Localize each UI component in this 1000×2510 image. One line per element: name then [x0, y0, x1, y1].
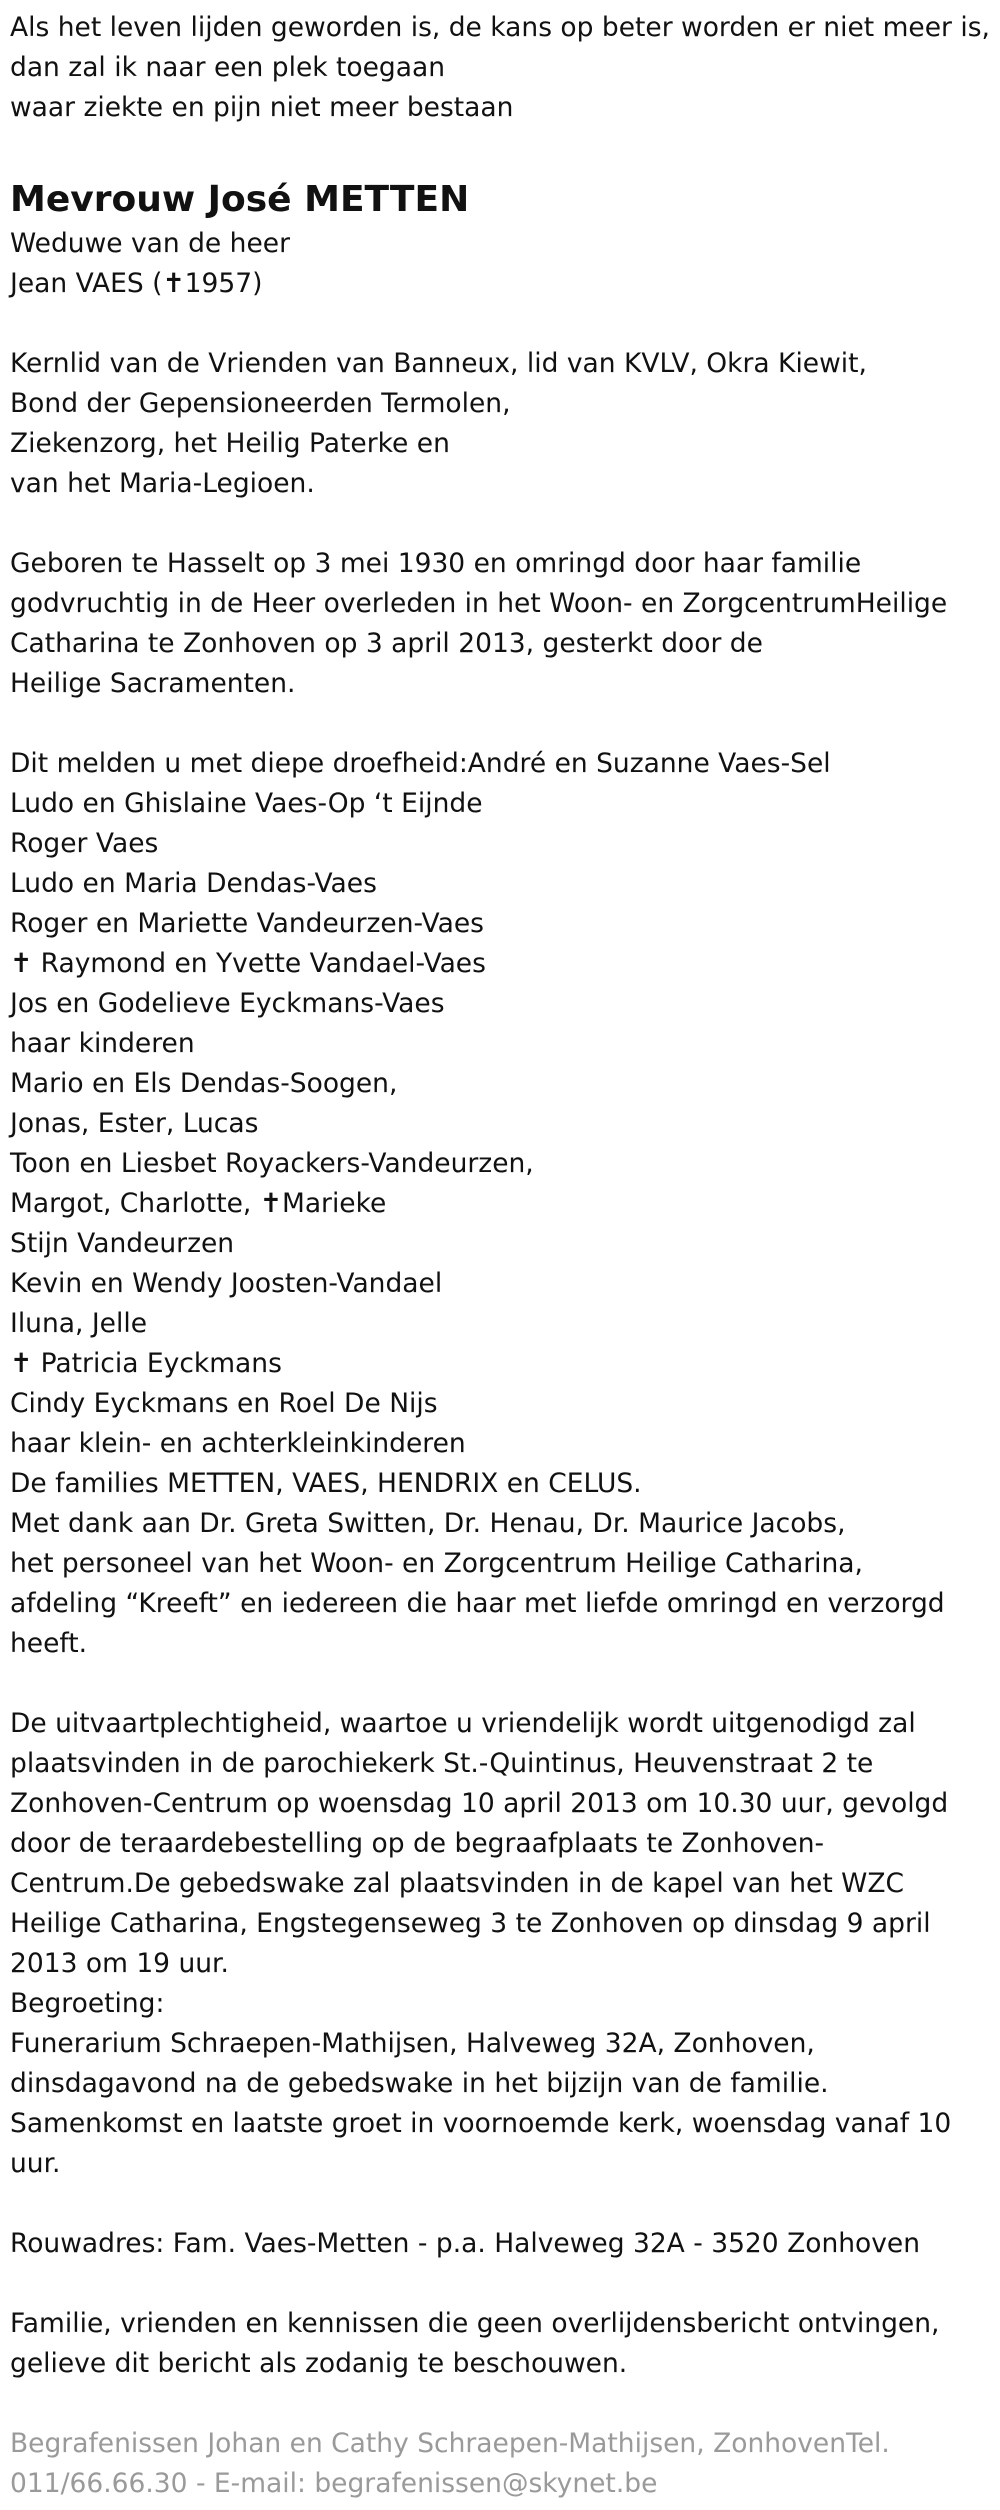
family-line: Ludo en Maria Dendas-Vaes	[10, 868, 377, 899]
family-line: ✝ Raymond en Yvette Vandael-Vaes	[10, 948, 486, 979]
family-line: Dit melden u met diepe droefheid:André en Suzanne Vaes-Sel	[10, 748, 831, 779]
family-line: Met dank aan Dr. Greta Switten, Dr. Henau, Dr. Maurice Jacobs,	[10, 1508, 846, 1539]
family-line: Jos en Godelieve Eyckmans-Vaes	[10, 988, 445, 1019]
family-line: Roger en Mariette Vandeurzen-Vaes	[10, 908, 484, 939]
family-line: Iluna, Jelle	[10, 1308, 148, 1339]
spacer	[10, 1664, 990, 1704]
poem-line: Als het leven lijden geworden is, de kans op beter worden er niet meer is,	[10, 12, 990, 43]
birth-death-line: Geboren te Hasselt op 3 mei 1930 en omringd door haar familie	[10, 548, 862, 579]
poem-line: dan zal ik naar een plek toegaan	[10, 52, 446, 83]
family-list	[10, 744, 990, 1664]
birth-death-line: Catharina te Zonhoven op 3 april 2013, gesterkt door de	[10, 628, 763, 659]
family-line: afdeling “Kreeft” en iedereen die haar met liefde omringd en verzorgd	[10, 1588, 945, 1619]
membership-line: Bond der Gepensioneerden Termolen,	[10, 388, 511, 419]
birth-death-line: Heilige Sacramenten.	[10, 668, 296, 699]
poem-line: waar ziekte en pijn niet meer bestaan	[10, 92, 514, 123]
membership-line: Ziekenzorg, het Heilig Paterke en	[10, 428, 450, 459]
ceremony-line: De uitvaartplechtigheid, waartoe u vriendelijk wordt uitgenodigd zal	[10, 1708, 916, 1739]
family-line: het personeel van het Woon- en Zorgcentrum Heilige Catharina,	[10, 1548, 863, 1579]
spouse-line: Weduwe van de heer	[10, 228, 290, 259]
ceremony-line: Begroeting:	[10, 1988, 165, 2019]
footer-line: 011/66.66.30 - E-mail: begrafenissen@skynet.be	[10, 2468, 658, 2499]
spacer	[10, 2384, 990, 2424]
closing-note	[10, 2304, 990, 2384]
family-line: Mario en Els Dendas-Soogen,	[10, 1068, 398, 1099]
funeral-home-footer	[10, 2424, 990, 2504]
spacer	[10, 504, 990, 544]
membership-line: Kernlid van de Vrienden van Banneux, lid van KVLV, Okra Kiewit,	[10, 348, 867, 379]
ceremony-line: dinsdagavond na de gebedswake in het bijzijn van de familie.	[10, 2068, 829, 2099]
ceremony-line: 2013 om 19 uur.	[10, 1948, 229, 1979]
ceremony-line: Samenkomst en laatste groet in voornoemde kerk, woensdag vanaf 10	[10, 2108, 952, 2139]
mourning-address: Rouwadres: Fam. Vaes-Metten - p.a. Halveweg 32A - 3520 Zonhoven	[10, 2228, 921, 2259]
family-line: ✝ Patricia Eyckmans	[10, 1348, 282, 1379]
footer-line: Begrafenissen Johan en Cathy Schraepen-Mathijsen, ZonhovenTel.	[10, 2428, 890, 2459]
membership-line: van het Maria-Legioen.	[10, 468, 315, 499]
family-line: Jonas, Ester, Lucas	[10, 1108, 259, 1139]
family-line: haar kinderen	[10, 1028, 195, 1059]
family-line: Stijn Vandeurzen	[10, 1228, 235, 1259]
spacer	[10, 304, 990, 344]
ceremony-line: door de teraardebestelling op de begraafplaats te Zonhoven-	[10, 1828, 825, 1859]
family-line: Cindy Eyckmans en Roel De Nijs	[10, 1388, 438, 1419]
spouse-info	[10, 224, 990, 304]
spacer	[10, 2264, 990, 2304]
closing-line: gelieve dit bericht als zodanig te beschouwen.	[10, 2348, 628, 2379]
family-line: Ludo en Ghislaine Vaes-Op ‘t Eijnde	[10, 788, 483, 819]
family-line: De families METTEN, VAES, HENDRIX en CELUS.	[10, 1468, 642, 1499]
memberships	[10, 344, 990, 504]
birth-death-info	[10, 544, 990, 704]
family-line: heeft.	[10, 1628, 88, 1659]
birth-death-line: godvruchtig in de Heer overleden in het Woon- en ZorgcentrumHeilige	[10, 588, 948, 619]
family-line: Margot, Charlotte, ✝Marieke	[10, 1188, 387, 1219]
ceremony-line: Zonhoven-Centrum op woensdag 10 april 2013 om 10.30 uur, gevolgd	[10, 1788, 949, 1819]
family-line: Roger Vaes	[10, 828, 159, 859]
ceremony-info	[10, 1704, 990, 2184]
ceremony-line: Centrum.De gebedswake zal plaatsvinden in de kapel van het WZC	[10, 1868, 905, 1899]
ceremony-line: plaatsvinden in de parochiekerk St.-Quintinus, Heuvenstraat 2 te	[10, 1748, 874, 1779]
family-line: Kevin en Wendy Joosten-Vandael	[10, 1268, 443, 1299]
spouse-line: Jean VAES (✝1957)	[10, 268, 263, 299]
ceremony-line: Funerarium Schraepen-Mathijsen, Halveweg 32A, Zonhoven,	[10, 2028, 815, 2059]
family-line: haar klein- en achterkleinkinderen	[10, 1428, 466, 1459]
spacer	[10, 2184, 990, 2224]
ceremony-line: uur.	[10, 2148, 61, 2179]
spacer	[10, 704, 990, 744]
deceased-name: Mevrouw José METTEN	[10, 179, 470, 220]
closing-line: Familie, vrienden en kennissen die geen overlijdensbericht ontvingen,	[10, 2308, 940, 2339]
ceremony-line: Heilige Catharina, Engstegenseweg 3 te Zonhoven op dinsdag 9 april	[10, 1908, 931, 1939]
family-line: Toon en Liesbet Royackers-Vandeurzen,	[10, 1148, 534, 1179]
poem	[10, 8, 990, 128]
